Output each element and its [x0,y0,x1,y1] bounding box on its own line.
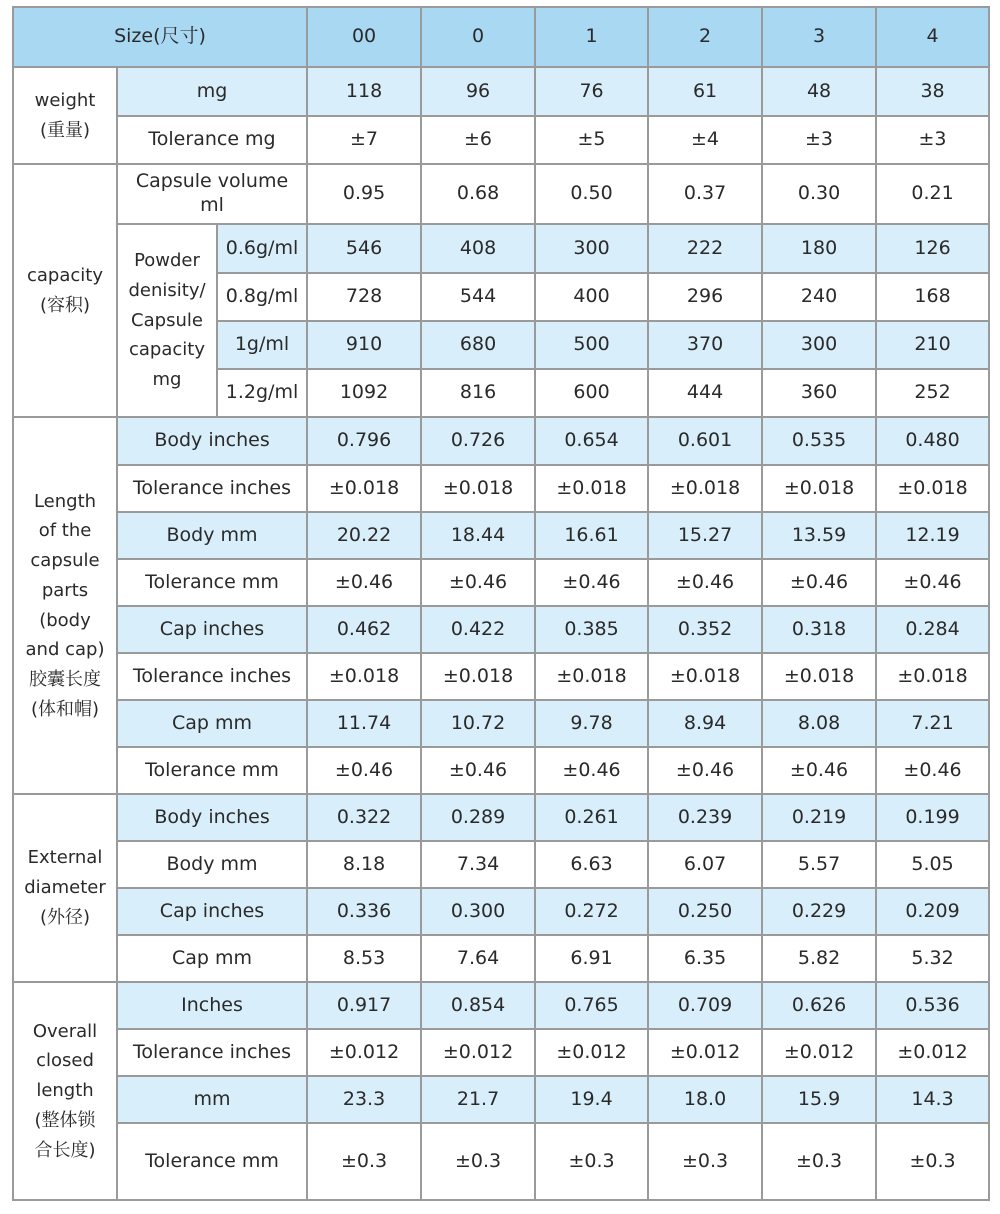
value-cell: ±6 [421,116,535,164]
row-label: Inches [117,982,307,1029]
value-cell: 7.21 [876,700,989,747]
value-cell: 0.709 [648,982,762,1029]
value-cell: 9.78 [535,700,648,747]
value-cell: 0.261 [535,794,648,841]
value-cell: 0.21 [876,164,989,224]
value-cell: 0.68 [421,164,535,224]
value-cell: 546 [307,224,421,273]
value-cell: ±0.018 [421,653,535,700]
row-label: Cap inches [117,888,307,935]
value-cell: 12.19 [876,512,989,559]
value-cell: ±0.46 [876,747,989,794]
table-row [13,1029,989,1076]
value-cell: 816 [421,369,535,417]
value-cell: ±0.3 [421,1123,535,1200]
table-row [13,841,989,888]
value-cell: ±0.46 [876,559,989,606]
value-cell: 6.35 [648,935,762,982]
value-cell: 408 [421,224,535,273]
value-cell: 0.462 [307,606,421,653]
value-cell: ±0.012 [648,1029,762,1076]
value-cell: ±0.3 [535,1123,648,1200]
header-row [13,7,989,67]
row-label: Body mm [117,841,307,888]
table-row [13,559,989,606]
value-cell: 0.219 [762,794,876,841]
row-label: Tolerance inches [117,465,307,512]
value-cell: 0.322 [307,794,421,841]
value-cell: ±0.018 [307,465,421,512]
density-label: 0.8g/ml [217,273,307,321]
row-label: Tolerance mm [117,747,307,794]
density-label: 0.6g/ml [217,224,307,273]
value-cell: 18.0 [648,1076,762,1123]
value-cell: ±3 [876,116,989,164]
value-cell: 500 [535,321,648,369]
value-cell: 0.284 [876,606,989,653]
value-cell: 0.300 [421,888,535,935]
value-cell: ±0.46 [648,747,762,794]
value-cell: 11.74 [307,700,421,747]
value-cell: 0.250 [648,888,762,935]
value-cell: 0.796 [307,417,421,465]
value-cell: 0.536 [876,982,989,1029]
value-cell: ±0.46 [762,559,876,606]
value-cell: 23.3 [307,1076,421,1123]
row-label-capsule-volume: Capsule volume ml [117,164,307,224]
capsule-size-table [12,6,990,1201]
value-cell: 13.59 [762,512,876,559]
table-row [13,653,989,700]
value-cell: 76 [535,67,648,116]
table-row [13,935,989,982]
value-cell: 20.22 [307,512,421,559]
value-cell: 600 [535,369,648,417]
group-label-capacity: capacity (容积) [13,164,117,417]
value-cell: 8.08 [762,700,876,747]
row-label: Body mm [117,512,307,559]
value-cell: 400 [535,273,648,321]
value-cell: 8.18 [307,841,421,888]
group-label-overall: Overall closed length (整体锁 合长度) [13,982,117,1200]
value-cell: ±0.012 [876,1029,989,1076]
value-cell: 0.239 [648,794,762,841]
table-row [13,606,989,653]
table-row [13,512,989,559]
value-cell: 7.34 [421,841,535,888]
table-row [13,67,989,116]
value-cell: 8.53 [307,935,421,982]
value-cell: 168 [876,273,989,321]
value-cell: 7.64 [421,935,535,982]
value-cell: 370 [648,321,762,369]
row-label: Body inches [117,794,307,841]
value-cell: 0.352 [648,606,762,653]
size-header-4: 4 [876,7,989,67]
value-cell: 300 [762,321,876,369]
table-row [13,116,989,164]
table-body [13,7,989,1200]
value-cell: ±0.018 [535,465,648,512]
density-label: 1.2g/ml [217,369,307,417]
value-cell: 0.289 [421,794,535,841]
value-cell: 240 [762,273,876,321]
value-cell: 0.480 [876,417,989,465]
row-label: mm [117,1076,307,1123]
table-row [13,164,989,224]
table-row [13,224,989,273]
value-cell: 0.229 [762,888,876,935]
value-cell: 0.37 [648,164,762,224]
value-cell: 0.626 [762,982,876,1029]
value-cell: ±3 [762,116,876,164]
value-cell: 222 [648,224,762,273]
group-label-diameter: External diameter (外径) [13,794,117,982]
value-cell: 300 [535,224,648,273]
row-label: Cap mm [117,935,307,982]
value-cell: ±0.46 [307,747,421,794]
row-label: Tolerance mm [117,1123,307,1200]
value-cell: 0.272 [535,888,648,935]
value-cell: 0.209 [876,888,989,935]
value-cell: ±0.46 [648,559,762,606]
value-cell: 0.385 [535,606,648,653]
value-cell: 180 [762,224,876,273]
value-cell: ±0.012 [421,1029,535,1076]
value-cell: ±0.012 [762,1029,876,1076]
value-cell: ±7 [307,116,421,164]
value-cell: 0.654 [535,417,648,465]
value-cell: ±0.46 [421,559,535,606]
row-label: Cap mm [117,700,307,747]
value-cell: 0.50 [535,164,648,224]
value-cell: 14.3 [876,1076,989,1123]
value-cell: 6.63 [535,841,648,888]
value-cell: 0.422 [421,606,535,653]
table-row [13,465,989,512]
value-cell: 0.917 [307,982,421,1029]
value-cell: 6.91 [535,935,648,982]
value-cell: 680 [421,321,535,369]
value-cell: 1092 [307,369,421,417]
value-cell: 728 [307,273,421,321]
size-header-label: Size(尺寸) [13,7,307,67]
value-cell: 5.57 [762,841,876,888]
value-cell: 210 [876,321,989,369]
value-cell: 5.32 [876,935,989,982]
value-cell: ±4 [648,116,762,164]
value-cell: 8.94 [648,700,762,747]
value-cell: ±0.018 [762,653,876,700]
value-cell: 544 [421,273,535,321]
value-cell: ±5 [535,116,648,164]
value-cell: 5.82 [762,935,876,982]
value-cell: ±0.018 [307,653,421,700]
group-label-weight: weight (重量) [13,67,117,164]
value-cell: 0.765 [535,982,648,1029]
value-cell: 48 [762,67,876,116]
value-cell: 252 [876,369,989,417]
value-cell: ±0.3 [876,1123,989,1200]
table-row [13,700,989,747]
size-header-00: 00 [307,7,421,67]
value-cell: 910 [307,321,421,369]
size-header-3: 3 [762,7,876,67]
value-cell: 5.05 [876,841,989,888]
table-row [13,1123,989,1200]
value-cell: ±0.46 [535,559,648,606]
value-cell: ±0.018 [648,653,762,700]
value-cell: 126 [876,224,989,273]
table-row [13,888,989,935]
value-cell: 16.61 [535,512,648,559]
value-cell: ±0.018 [876,653,989,700]
row-label: Tolerance inches [117,1029,307,1076]
value-cell: ±0.018 [421,465,535,512]
value-cell: ±0.46 [421,747,535,794]
powder-density-label: Powder denisity/ Capsule capacity mg [117,224,217,417]
value-cell: ±0.012 [535,1029,648,1076]
value-cell: 0.535 [762,417,876,465]
value-cell: ±0.3 [762,1123,876,1200]
value-cell: 0.30 [762,164,876,224]
value-cell: 360 [762,369,876,417]
value-cell: 0.318 [762,606,876,653]
row-label: Cap inches [117,606,307,653]
value-cell: 15.9 [762,1076,876,1123]
value-cell: 6.07 [648,841,762,888]
row-label: Tolerance mg [117,116,307,164]
size-header-1: 1 [535,7,648,67]
value-cell: ±0.46 [535,747,648,794]
row-label: Tolerance mm [117,559,307,606]
value-cell: 61 [648,67,762,116]
row-label: Tolerance inches [117,653,307,700]
value-cell: 18.44 [421,512,535,559]
table-row [13,982,989,1029]
row-label: mg [117,67,307,116]
value-cell: ±0.46 [307,559,421,606]
value-cell: 0.726 [421,417,535,465]
value-cell: ±0.018 [876,465,989,512]
value-cell: 0.95 [307,164,421,224]
value-cell: 10.72 [421,700,535,747]
capsule-size-table-container [12,6,990,1201]
value-cell: 38 [876,67,989,116]
group-label-length: Length of the capsule parts (body and cap) 胶囊长度 (体和帽) [13,417,117,794]
table-row [13,747,989,794]
value-cell: ±0.3 [307,1123,421,1200]
density-label: 1g/ml [217,321,307,369]
value-cell: ±0.012 [307,1029,421,1076]
value-cell: 118 [307,67,421,116]
value-cell: 296 [648,273,762,321]
value-cell: 0.199 [876,794,989,841]
value-cell: 15.27 [648,512,762,559]
table-row [13,794,989,841]
value-cell: 19.4 [535,1076,648,1123]
value-cell: 0.854 [421,982,535,1029]
row-label: Body inches [117,417,307,465]
value-cell: ±0.018 [762,465,876,512]
table-row [13,1076,989,1123]
value-cell: 444 [648,369,762,417]
value-cell: ±0.3 [648,1123,762,1200]
table-row [13,417,989,465]
value-cell: ±0.018 [648,465,762,512]
size-header-0: 0 [421,7,535,67]
value-cell: 0.601 [648,417,762,465]
size-header-2: 2 [648,7,762,67]
value-cell: ±0.018 [535,653,648,700]
value-cell: 96 [421,67,535,116]
value-cell: ±0.46 [762,747,876,794]
value-cell: 0.336 [307,888,421,935]
value-cell: 21.7 [421,1076,535,1123]
